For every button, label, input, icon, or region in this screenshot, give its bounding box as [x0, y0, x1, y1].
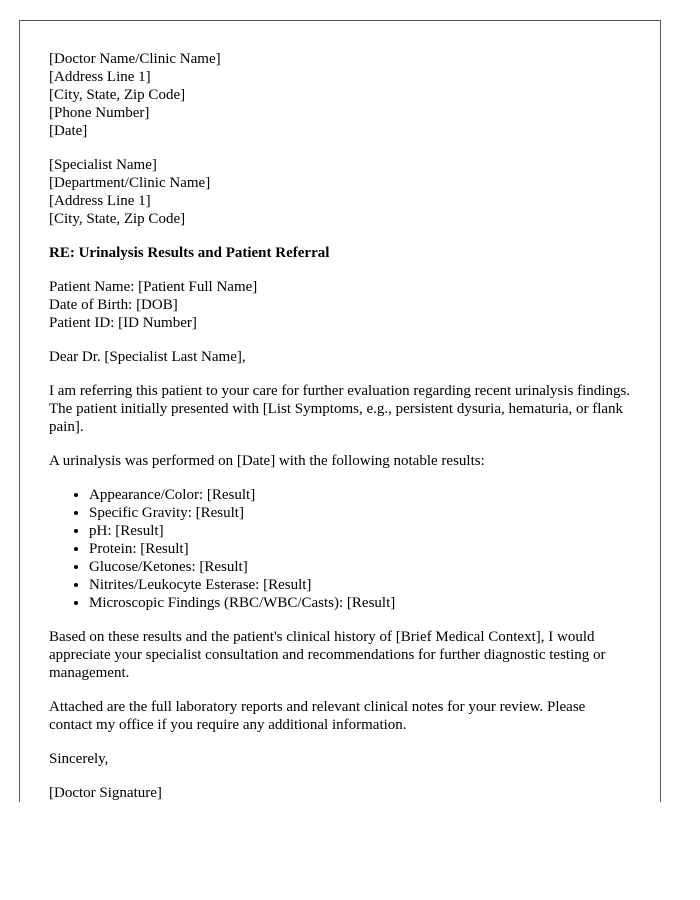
recipient-name: [Specialist Name] [49, 157, 157, 173]
list-item: • Nitrites/Leukocyte Esterase: [Result] [89, 576, 631, 594]
signature: [Doctor Signature] [49, 785, 162, 801]
recipient-block [49, 156, 631, 228]
results-list [49, 486, 631, 612]
patient-id: Patient ID: [ID Number] [49, 315, 197, 331]
list-item: • Glucose/Ketones: [Result] [89, 558, 631, 576]
patient-name: Patient Name: [Patient Full Name] [49, 279, 258, 295]
results-intro: A urinalysis was performed on [Date] with the following notable results: [49, 453, 485, 469]
list-item: • pH: [Result] [89, 522, 631, 540]
patient-info-block [49, 278, 631, 332]
sender-address: [Address Line 1] [49, 69, 151, 85]
referral-letter [19, 20, 661, 802]
request-paragraph: Based on these results and the patient's clinical history of [Brief Medical Context], I would appreciate your specialist consultation and recommendations for further diagnostic testing or management. [49, 629, 606, 681]
recipient-city: [City, State, Zip Code] [49, 211, 186, 227]
list-item: • Microscopic Findings (RBC/WBC/Casts): [Result] [89, 594, 631, 612]
patient-dob: Date of Birth: [DOB] [49, 297, 178, 313]
recipient-department: [Department/Clinic Name] [49, 175, 211, 191]
recipient-address: [Address Line 1] [49, 193, 151, 209]
sender-date: [Date] [49, 123, 88, 139]
sender-name: [Doctor Name/Clinic Name] [49, 51, 221, 67]
list-item: • Specific Gravity: [Result] [89, 504, 631, 522]
intro-paragraph: I am referring this patient to your care for further evaluation regarding recent urinalysis findings. The patient initially presented with [List Symptoms, e.g., persistent dysuria, hematuria, or flank pain]. [49, 383, 631, 435]
sender-city: [City, State, Zip Code] [49, 87, 186, 103]
attachments-paragraph: Attached are the full laboratory reports and relevant clinical notes for your review. Please contact my office if you require any additional information. [49, 699, 586, 733]
list-item: • Appearance/Color: [Result] [89, 486, 631, 504]
sender-block [49, 50, 631, 140]
list-item: • Protein: [Result] [89, 540, 631, 558]
closing: Sincerely, [49, 751, 109, 767]
subject-line: RE: Urinalysis Results and Patient Referral [49, 245, 330, 261]
sender-phone: [Phone Number] [49, 105, 150, 121]
salutation: Dear Dr. [Specialist Last Name], [49, 349, 246, 365]
